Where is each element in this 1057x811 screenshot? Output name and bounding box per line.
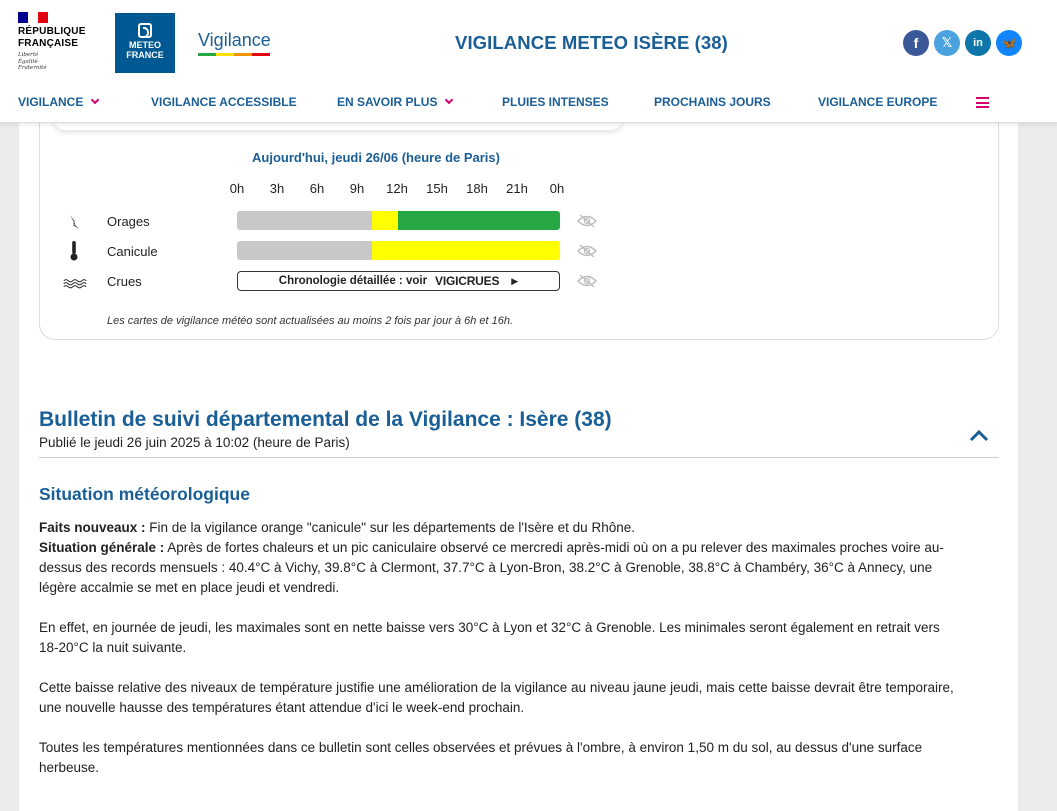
republique-francaise-logo[interactable] bbox=[18, 12, 98, 76]
bulletin-paragraph: Cette baisse relative des niveaux de température justifie une amélioration de la vigilance au niveau jaune jeudi, mais cette baisse devrait être temporaire, une nouvelle hausse des températures étant attendue d'ici le week-end prochain. bbox=[39, 680, 954, 715]
vigicrues-logo: VIGICRUES bbox=[435, 274, 500, 288]
hour-label: 3h bbox=[269, 181, 285, 196]
vigilance-logo[interactable]: Vigilance bbox=[198, 30, 271, 56]
section-title: Situation météorologique bbox=[39, 484, 250, 504]
bulletin-paragraph: Faits nouveaux : Fin de la vigilance orange "canicule" sur les départements de l'Isère et du Rhône. Situation générale : Après de fortes chaleurs et un pic caniculaire observé ce mercredi après-midi où on a pu relever des maximales proches voire au-dessus des records mensuels : 40.4°C à Vichy, 39.8°C à Clermont, 37.7°C à Lyon-Bron, 38.2°C à Grenoble, 38.8°C à Chambéry, 36°C à Annecy, une légère accalmie se met en place jeudi et vendredi. bbox=[39, 520, 944, 595]
divider bbox=[39, 457, 999, 458]
nav-item-vigilance-europe[interactable]: VIGILANCE EUROPE bbox=[818, 95, 938, 109]
timeline-segment bbox=[398, 211, 560, 230]
risk-label-canicule: Canicule bbox=[107, 244, 158, 259]
meteo-france-icon bbox=[138, 23, 152, 38]
linkedin-icon[interactable]: in bbox=[965, 30, 991, 56]
x-twitter-icon[interactable]: 𝕏 bbox=[934, 30, 960, 56]
hour-label: 0h bbox=[549, 181, 565, 196]
risk-label-orages: Orages bbox=[107, 214, 150, 229]
hour-label: 21h bbox=[506, 181, 528, 196]
hour-label: 18h bbox=[466, 181, 488, 196]
nav-item-vigilance[interactable]: VIGILANCE bbox=[18, 95, 98, 109]
eye-slash-icon[interactable] bbox=[577, 274, 597, 288]
nav-item-vigilance-accessible[interactable]: VIGILANCE ACCESSIBLE bbox=[151, 95, 297, 109]
bluesky-icon[interactable]: 🦋 bbox=[996, 30, 1022, 56]
hour-label: 15h bbox=[426, 181, 448, 196]
thermometer-icon bbox=[63, 241, 87, 261]
hour-label: 0h bbox=[229, 181, 245, 196]
eye-slash-icon[interactable] bbox=[577, 214, 597, 228]
timeline-segment bbox=[372, 211, 399, 230]
hour-label: 6h bbox=[309, 181, 325, 196]
waves-icon bbox=[63, 273, 87, 293]
update-note: Les cartes de vigilance météo sont actualisées au moins 2 fois par jour à 6h et 16h. bbox=[107, 315, 514, 327]
main-nav bbox=[0, 90, 1057, 116]
hour-label: 12h bbox=[386, 181, 408, 196]
eye-slash-icon[interactable] bbox=[577, 244, 597, 258]
hour-label: 9h bbox=[349, 181, 365, 196]
french-flag-icon bbox=[18, 12, 48, 23]
timeline-date-title: Aujourd'hui, jeudi 26/06 (heure de Paris) bbox=[252, 150, 500, 165]
nav-item-prochains-jours[interactable]: PROCHAINS JOURS bbox=[654, 95, 771, 109]
bulletin-title: Bulletin de suivi départemental de la Vigilance : Isère (38) bbox=[39, 408, 612, 431]
bulletin-published-date: Publié le jeudi 26 juin 2025 à 10:02 (heure de Paris) bbox=[39, 435, 350, 450]
bulletin-paragraph: Toutes les températures mentionnées dans ce bulletin sont celles observées et prévues à l'ombre, à environ 1,50 m du sol, au dessus d'une surface herbeuse. bbox=[39, 740, 923, 775]
facebook-icon[interactable]: f bbox=[903, 30, 929, 56]
timeline-segment bbox=[237, 211, 372, 230]
lightning-icon bbox=[63, 212, 87, 232]
site-header bbox=[0, 0, 1057, 123]
page-title: VIGILANCE METEO ISÈRE (38) bbox=[455, 32, 728, 53]
chevron-down-icon bbox=[445, 96, 453, 104]
nav-item-pluies-intenses[interactable]: PLUIES INTENSES bbox=[502, 95, 609, 109]
nav-item-en-savoir-plus[interactable]: EN SAVOIR PLUS bbox=[337, 95, 452, 109]
risk-label-crues: Crues bbox=[107, 274, 142, 289]
timeline-orages[interactable] bbox=[237, 211, 560, 230]
republique-motto: Liberté Égalité Fraternité bbox=[18, 52, 47, 71]
republique-text: RÉPUBLIQUE FRANÇAISE bbox=[18, 26, 86, 49]
timeline-segment bbox=[237, 241, 372, 260]
timeline-segment bbox=[372, 241, 560, 260]
bulletin-paragraph: En effet, en journée de jeudi, les maximales sont en nette baisse vers 30°C à Lyon et 32°C à Grenoble. Les minimales seront également en retrait vers 18-20°C la nuit suivante. bbox=[39, 620, 940, 655]
play-icon: ▶ bbox=[511, 275, 519, 286]
social-links bbox=[903, 30, 1022, 56]
vigilance-color-bar bbox=[198, 53, 270, 56]
chevron-down-icon bbox=[91, 96, 99, 104]
vigicrues-link[interactable]: Chronologie détaillée : voir VIGICRUES ▶ bbox=[237, 271, 560, 291]
timeline-canicule[interactable] bbox=[237, 241, 560, 260]
meteo-france-logo[interactable]: METEO FRANCE bbox=[115, 13, 175, 73]
menu-hamburger-icon[interactable] bbox=[976, 97, 989, 108]
chevron-up-icon[interactable] bbox=[969, 426, 989, 446]
